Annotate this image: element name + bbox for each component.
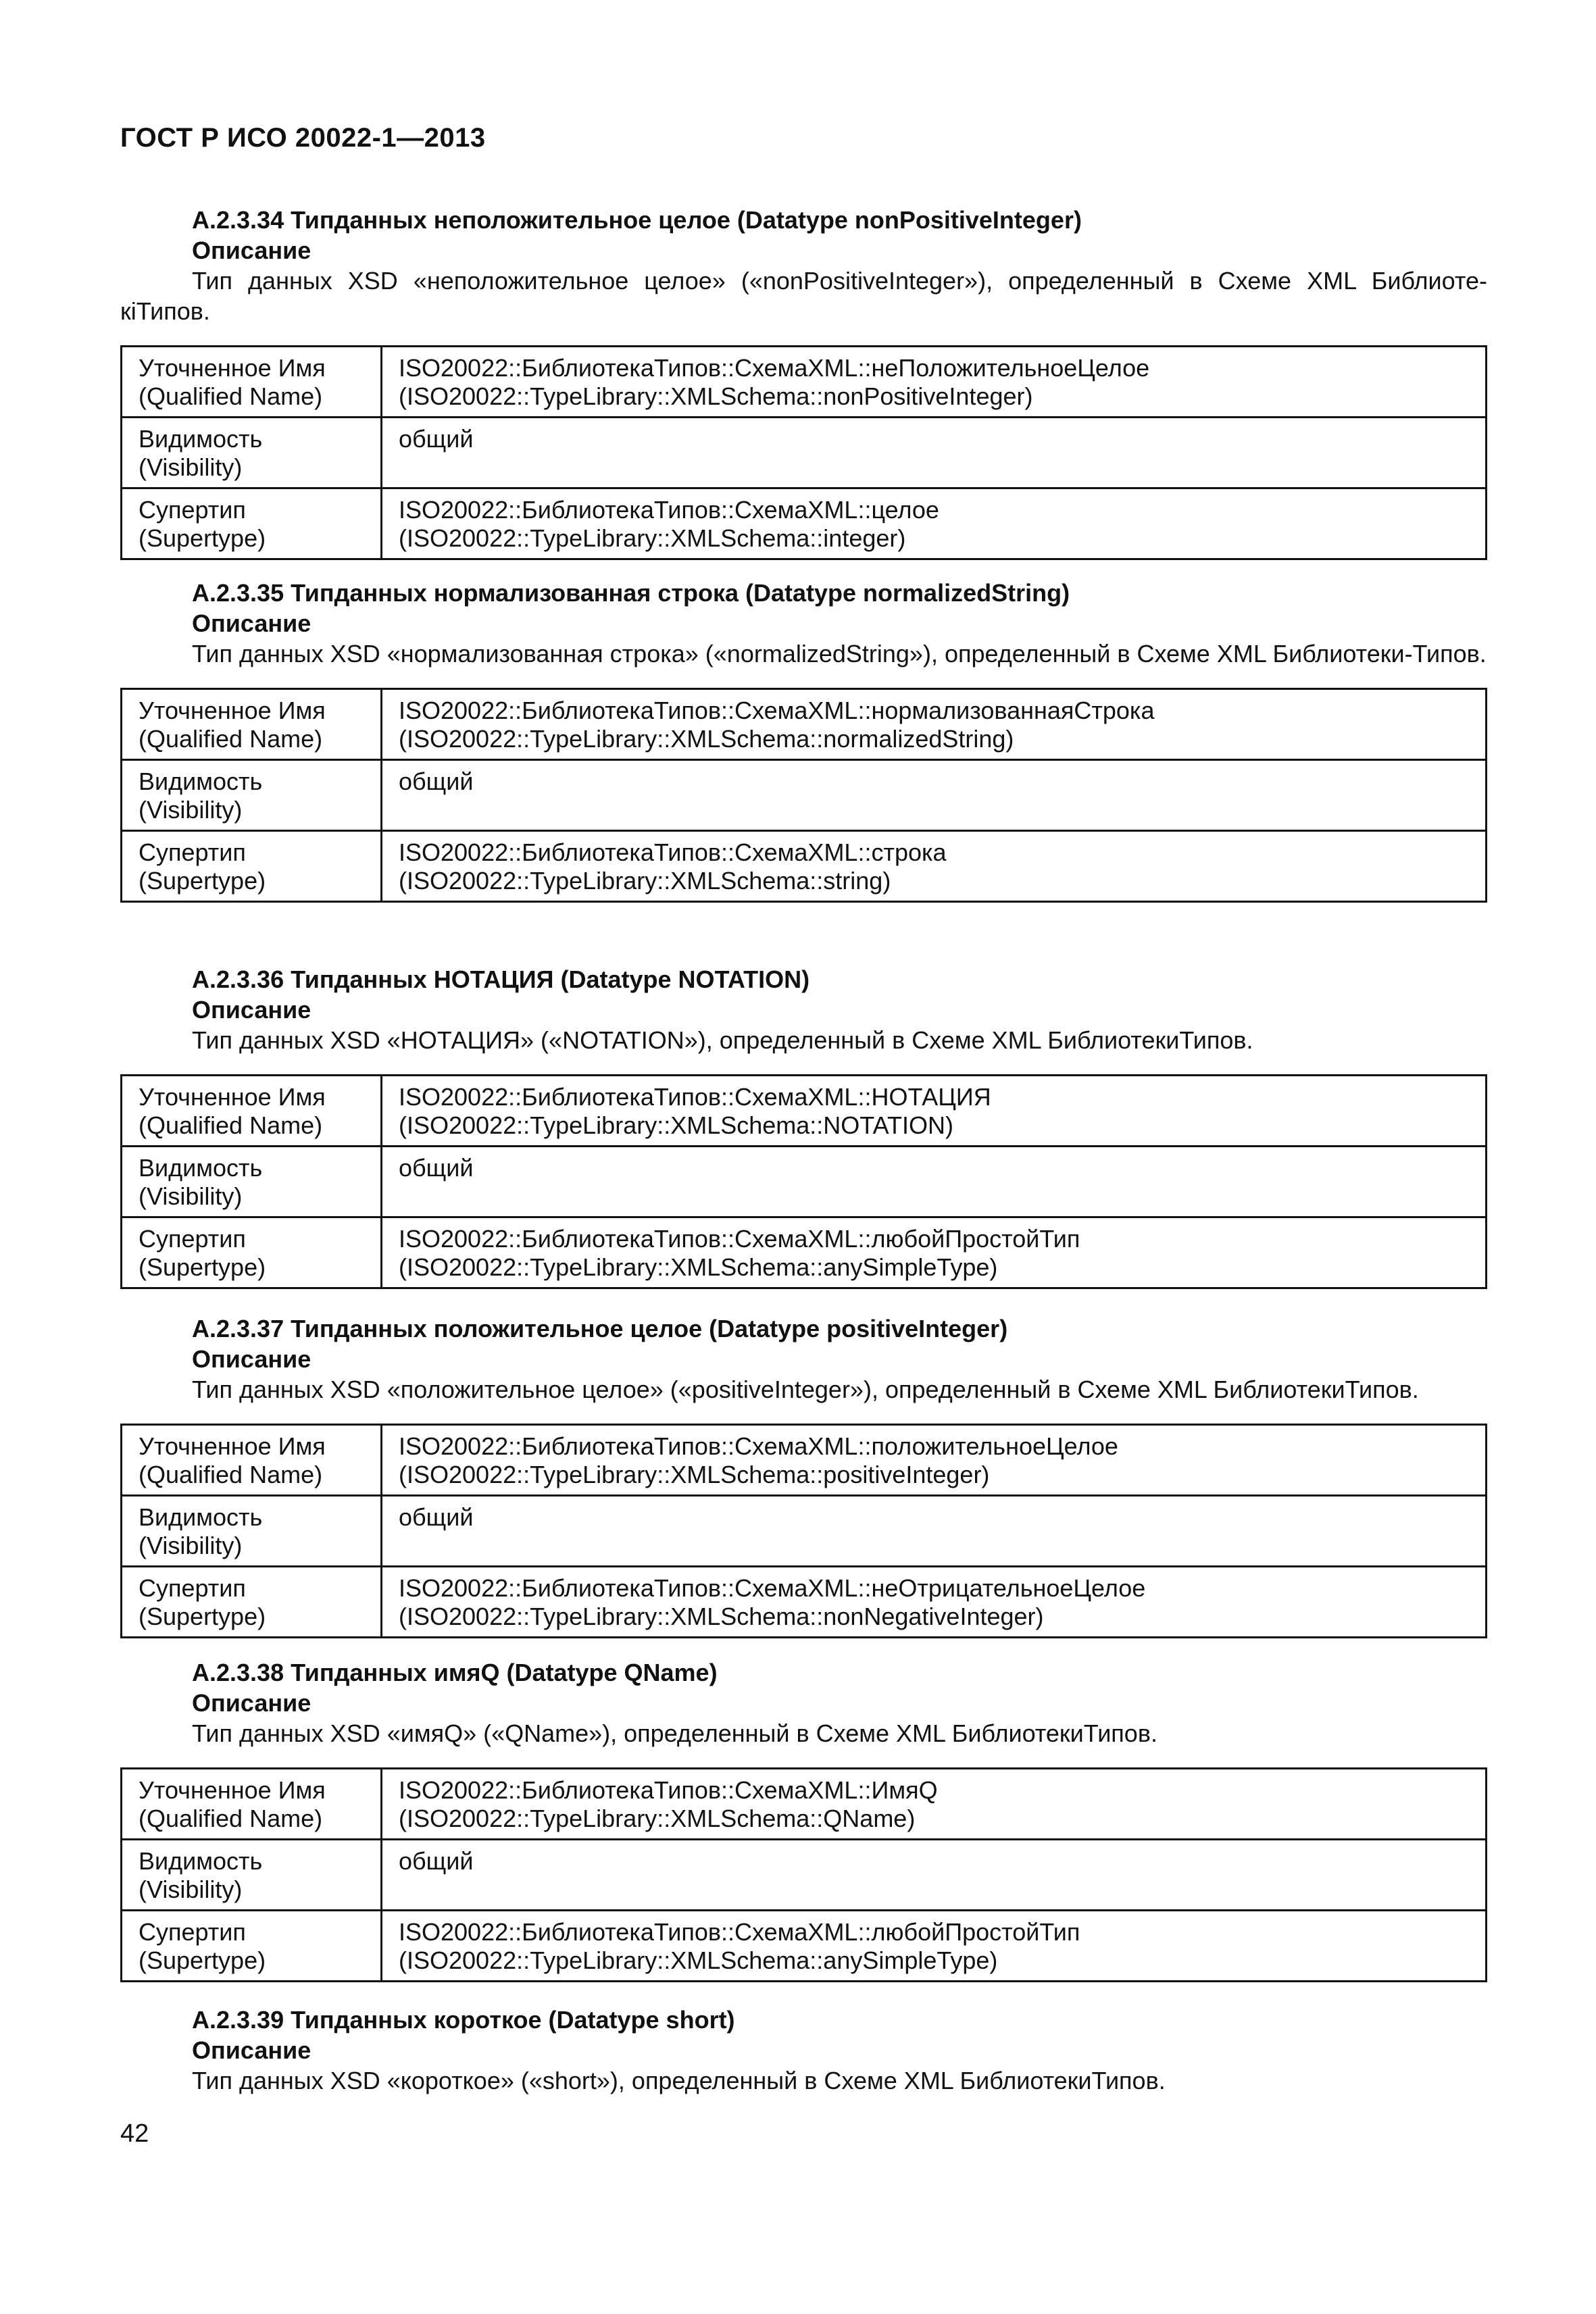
attribute-table [120, 1424, 1487, 1638]
table-row [122, 1076, 1487, 1147]
section-title: А.2.3.38 Типданных имяQ (Datatype QName) [192, 1659, 718, 1686]
table-row [122, 1147, 1487, 1217]
table-row [122, 689, 1487, 760]
section-subtitle: Описание [192, 2036, 311, 2064]
table-row [122, 1840, 1487, 1911]
row-value: общий [382, 1840, 1487, 1911]
table-row [122, 1911, 1487, 1982]
section-description: Тип данных XSD «положительное целое» («positiveInteger»), определенный в Схеме XML БиблиотекиТипов. [192, 1376, 1419, 1403]
table-row [122, 1217, 1487, 1288]
row-key: Супертип (Supertype) [122, 831, 382, 902]
row-key: Уточненное Имя (Qualified Name) [122, 1425, 382, 1496]
section-title: А.2.3.37 Типданных положительное целое (Datatype positiveInteger) [192, 1315, 1008, 1342]
section-description: Тип данных XSD «неположительное целое» («nonPositiveInteger»), определенный в Схеме XML Библиоте-кiТипов. [120, 267, 1487, 325]
row-key: Супертип (Supertype) [122, 1567, 382, 1638]
section-title: А.2.3.36 Типданных НОТАЦИЯ (Datatype NOTATION) [192, 965, 810, 993]
row-value: ISO20022::БиблиотекаТипов::СхемаXML::неОтрицательноеЦелое (ISO20022::TypeLibrary::XMLSchema::nonNegativeInteger) [382, 1567, 1487, 1638]
row-key: Видимость (Visibility) [122, 1496, 382, 1567]
row-value: ISO20022::БиблиотекаТипов::СхемаXML::нормализованнаяСтрока (ISO20022::TypeLibrary::XMLSchema::normalizedString) [382, 689, 1487, 760]
section-subtitle: Описание [192, 996, 311, 1024]
row-key: Уточненное Имя (Qualified Name) [122, 1769, 382, 1840]
section-a-2-3-36 [120, 964, 1487, 1289]
table-row [122, 1567, 1487, 1638]
section-description: Тип данных XSD «имяQ» («QName»), определенный в Схеме XML БиблиотекиТипов. [192, 1719, 1157, 1747]
row-value: ISO20022::БиблиотекаТипов::СхемаXML::строка (ISO20022::TypeLibrary::XMLSchema::string) [382, 831, 1487, 902]
table-row [122, 1769, 1487, 1840]
table-row [122, 1425, 1487, 1496]
attribute-table [120, 345, 1487, 560]
row-value: ISO20022::БиблиотекаТипов::СхемаXML::ИмяQ (ISO20022::TypeLibrary::XMLSchema::QName) [382, 1769, 1487, 1840]
row-key: Видимость (Visibility) [122, 760, 382, 831]
row-value: ISO20022::БиблиотекаТипов::СхемаXML::неПоложительноеЦелое (ISO20022::TypeLibrary::XMLSchema::nonPositiveInteger) [382, 347, 1487, 418]
row-key: Видимость (Visibility) [122, 1840, 382, 1911]
table-row [122, 488, 1487, 559]
attribute-table [120, 1074, 1487, 1289]
row-value: общий [382, 1496, 1487, 1567]
row-key: Уточненное Имя (Qualified Name) [122, 1076, 382, 1147]
section-subtitle: Описание [192, 609, 311, 637]
section-description: Тип данных XSD «нормализованная строка» («normalizedString»), определенный в Схеме XML Библиотеки-Типов. [192, 640, 1487, 668]
table-row [122, 760, 1487, 831]
attribute-table [120, 1767, 1487, 1982]
section-a-2-3-38 [120, 1657, 1487, 1982]
document-header: ГОСТ Р ИСО 20022-1—2013 [120, 123, 486, 153]
row-value: ISO20022::БиблиотекаТипов::СхемаXML::положительноеЦелое (ISO20022::TypeLibrary::XMLSchema::positiveInteger) [382, 1425, 1487, 1496]
section-a-2-3-35 [120, 578, 1487, 903]
row-key: Супертип (Supertype) [122, 1217, 382, 1288]
section-a-2-3-37 [120, 1313, 1487, 1638]
table-row [122, 1496, 1487, 1567]
row-value: ISO20022::БиблиотекаТипов::СхемаXML::НОТАЦИЯ (ISO20022::TypeLibrary::XMLSchema::NOTATION) [382, 1076, 1487, 1147]
section-subtitle: Описание [192, 1345, 311, 1373]
row-key: Супертип (Supertype) [122, 488, 382, 559]
row-key: Супертип (Supertype) [122, 1911, 382, 1982]
section-description: Тип данных XSD «НОТАЦИЯ» («NOTATION»), определенный в Схеме XML БиблиотекиТипов. [192, 1026, 1253, 1054]
row-value: ISO20022::БиблиотекаТипов::СхемаXML::любойПростойТип (ISO20022::TypeLibrary::XMLSchema::anySimpleType) [382, 1911, 1487, 1982]
attribute-table [120, 688, 1487, 903]
row-value: общий [382, 418, 1487, 488]
section-title: А.2.3.39 Типданных короткое (Datatype short) [192, 2006, 735, 2034]
row-value: общий [382, 760, 1487, 831]
row-value: ISO20022::БиблиотекаТипов::СхемаXML::целое (ISO20022::TypeLibrary::XMLSchema::integer) [382, 488, 1487, 559]
section-title: А.2.3.35 Типданных нормализованная строка (Datatype normalizedString) [192, 579, 1070, 607]
table-row [122, 418, 1487, 488]
table-row [122, 831, 1487, 902]
row-value: ISO20022::БиблиотекаТипов::СхемаXML::любойПростойТип (ISO20022::TypeLibrary::XMLSchema::anySimpleType) [382, 1217, 1487, 1288]
page-number: 42 [120, 2119, 149, 2148]
row-key: Уточненное Имя (Qualified Name) [122, 689, 382, 760]
row-value: общий [382, 1147, 1487, 1217]
row-key: Уточненное Имя (Qualified Name) [122, 347, 382, 418]
section-description: Тип данных XSD «короткое» («short»), определенный в Схеме XML БиблиотекиТипов. [192, 2067, 1166, 2094]
row-key: Видимость (Visibility) [122, 1147, 382, 1217]
section-title: А.2.3.34 Типданных неположительное целое (Datatype nonPositiveInteger) [192, 206, 1082, 234]
section-subtitle: Описание [192, 1689, 311, 1717]
section-subtitle: Описание [192, 236, 311, 264]
section-a-2-3-34 [120, 205, 1487, 560]
row-key: Видимость (Visibility) [122, 418, 382, 488]
table-row [122, 347, 1487, 418]
section-a-2-3-39 [120, 2005, 1487, 2096]
